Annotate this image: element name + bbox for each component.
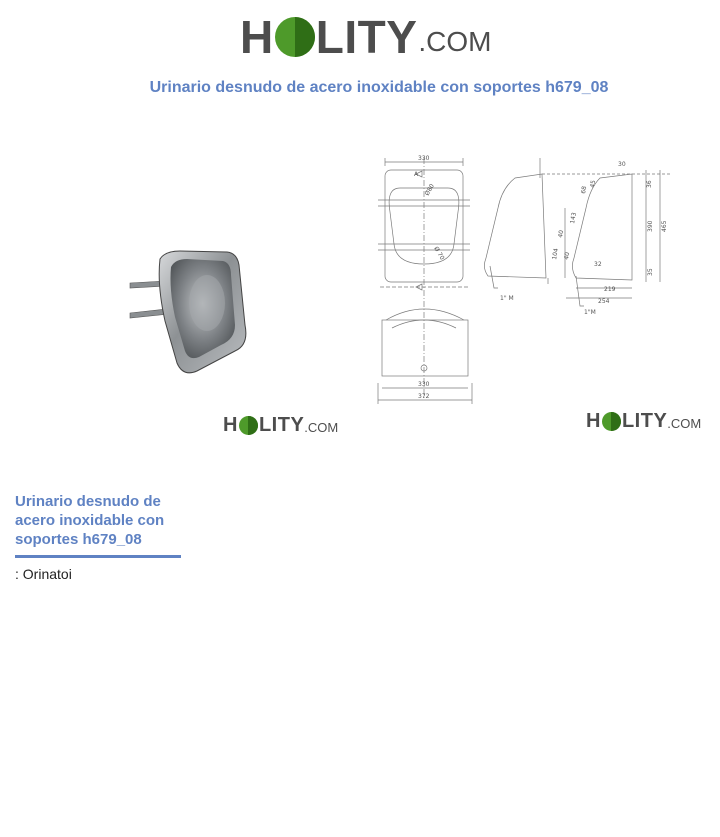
dim-label: 32 (594, 261, 602, 268)
category-prefix: : (15, 566, 23, 582)
dim-label: 1"M (584, 309, 596, 316)
dim-label: 40 (557, 229, 566, 239)
holity-logo-small (586, 410, 701, 432)
dim-label: Ø 70 (432, 245, 446, 262)
logo-letters: LITY (621, 410, 668, 432)
logo-o-icon (239, 416, 258, 435)
technical-drawing (370, 148, 670, 410)
dim-label: 390 (647, 220, 654, 232)
logo-o-icon (275, 17, 315, 57)
dim-label: 68 (580, 185, 589, 195)
dim-label: 143 (569, 211, 578, 225)
logo-letter: H (240, 11, 274, 63)
dim-label: 330 (418, 381, 430, 388)
dim-label: 35 (647, 268, 654, 276)
logo-letters: LITY (315, 11, 418, 63)
dim-label: Ø80 (423, 182, 436, 197)
dim-label: 30 (618, 161, 626, 168)
product-heading: Urinario desnudo de acero inoxidable con soportes h679_08 (15, 492, 181, 558)
dim-label: 40 (563, 251, 572, 261)
holity-logo[interactable] (240, 11, 492, 63)
page-title: Urinario desnudo de acero inoxidable con soportes h679_08 (149, 79, 609, 96)
logo-letter: H (586, 410, 601, 432)
dim-label: 104 (551, 247, 560, 261)
category-value: Orinatoi (22, 566, 72, 582)
dim-label: 1" M (500, 295, 514, 302)
dim-label: 465 (661, 220, 668, 232)
dim-label: A (414, 171, 419, 178)
logo-o-icon (602, 412, 621, 431)
dim-label: 372 (418, 393, 430, 400)
logo-letters: LITY (258, 414, 305, 436)
dim-label: 219 (604, 286, 616, 293)
category-line (15, 566, 72, 582)
holity-logo-small (223, 414, 338, 436)
dim-label: 36 (646, 180, 653, 188)
dim-label: 330 (418, 155, 430, 162)
dim-label: 45 (589, 179, 598, 189)
logo-letter: H (223, 414, 238, 436)
dim-label: 254 (598, 298, 610, 305)
urinal-product-photo (125, 245, 253, 375)
logo-suffix: .COM (304, 420, 339, 435)
logo-suffix: .COM (418, 26, 492, 57)
logo-suffix: .COM (667, 416, 702, 431)
